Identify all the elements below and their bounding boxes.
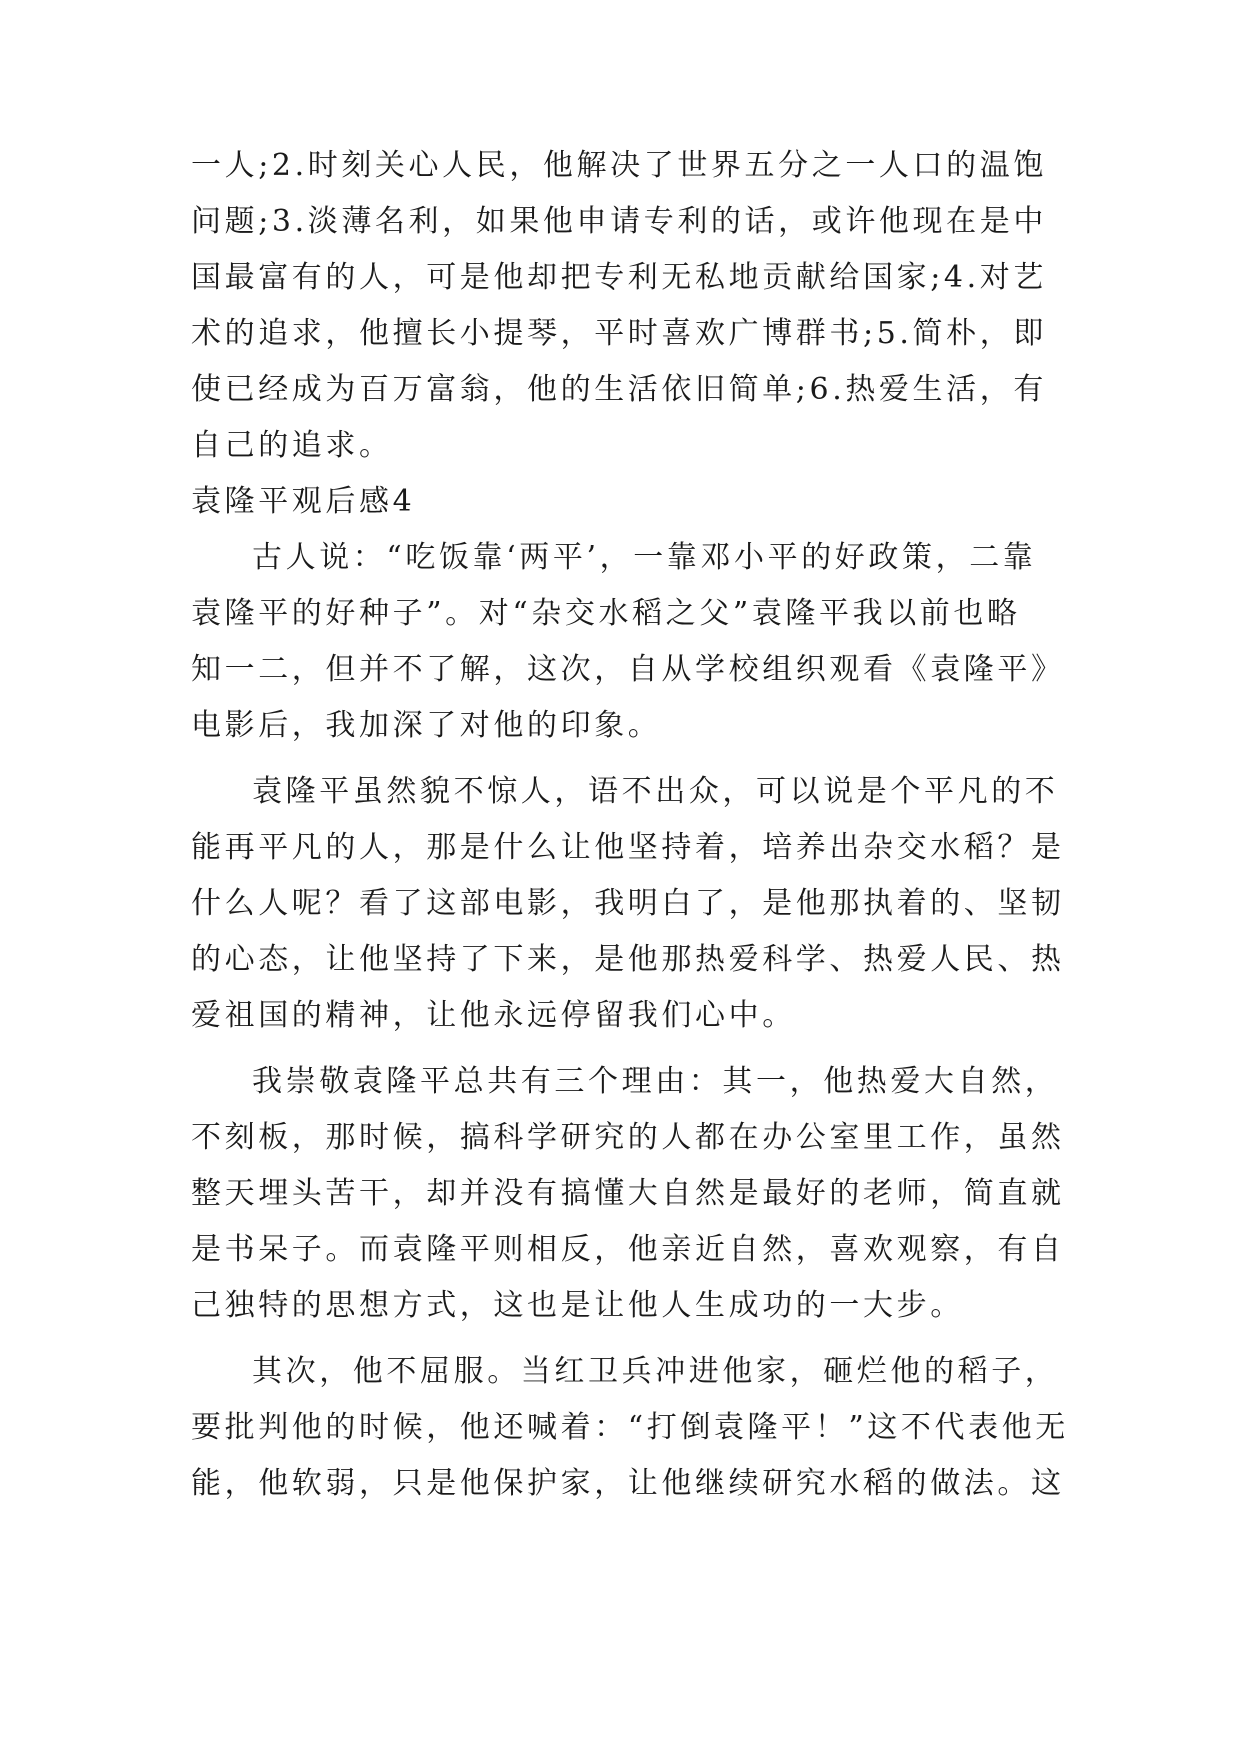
text-line: 自己的追求。 bbox=[191, 428, 393, 463]
text-line: 古人说：“吃饭靠‘两平’，一靠邓小平的好政策，二靠 bbox=[252, 540, 1037, 575]
text-line: 不刻板，那时候，搞科学研究的人都在办公室里工作，虽然 bbox=[191, 1120, 1065, 1155]
text-line: 什么人呢？看了这部电影，我明白了，是他那执着的、坚韧 bbox=[191, 886, 1065, 921]
text-line: 是书呆子。而袁隆平则相反，他亲近自然，喜欢观察，有自 bbox=[191, 1232, 1065, 1267]
text-line: 己独特的思想方式，这也是让他人生成功的一大步。 bbox=[191, 1288, 964, 1323]
text-line: 知一二，但并不了解，这次，自从学校组织观看《袁隆平》 bbox=[191, 652, 1065, 687]
text-line: 国最富有的人，可是他却把专利无私地贡献给国家;4.对艺 bbox=[191, 260, 1047, 295]
text-line: 能再平凡的人，那是什么让他坚持着，培养出杂交水稻？是 bbox=[191, 830, 1065, 865]
section-heading: 袁隆平观后感4 bbox=[191, 484, 416, 519]
text-line: 的心态，让他坚持了下来，是他那热爱科学、热爱人民、热 bbox=[191, 942, 1065, 977]
text-line: 其次，他不屈服。当红卫兵冲进他家，砸烂他的稻子， bbox=[252, 1354, 1059, 1389]
text-line: 问题;3.淡薄名利，如果他申请专利的话，或许他现在是中 bbox=[191, 204, 1047, 239]
text-line: 要批判他的时候，他还喊着：“打倒袁隆平！”这不代表他无 bbox=[191, 1410, 1069, 1445]
text-line: 能，他软弱，只是他保护家，让他继续研究水稻的做法。这 bbox=[191, 1466, 1065, 1501]
text-line: 电影后，我加深了对他的印象。 bbox=[191, 708, 662, 743]
text-line: 整天埋头苦干，却并没有搞懂大自然是最好的老师，简直就 bbox=[191, 1176, 1065, 1211]
text-line: 袁隆平的好种子”。对“杂交水稻之父”袁隆平我以前也略 bbox=[191, 596, 1021, 631]
text-line: 使已经成为百万富翁，他的生活依旧简单;6.热爱生活，有 bbox=[191, 372, 1047, 407]
text-line: 术的追求，他擅长小提琴，平时喜欢广博群书;5.简朴，即 bbox=[191, 316, 1047, 351]
text-line: 袁隆平虽然貌不惊人，语不出众，可以说是个平凡的不 bbox=[252, 774, 1059, 809]
text-line: 爱祖国的精神，让他永远停留我们心中。 bbox=[191, 998, 796, 1033]
text-line: 我崇敬袁隆平总共有三个理由：其一，他热爱大自然， bbox=[252, 1064, 1059, 1099]
text-line: 一人;2.时刻关心人民，他解决了世界五分之一人口的温饱 bbox=[191, 148, 1047, 183]
